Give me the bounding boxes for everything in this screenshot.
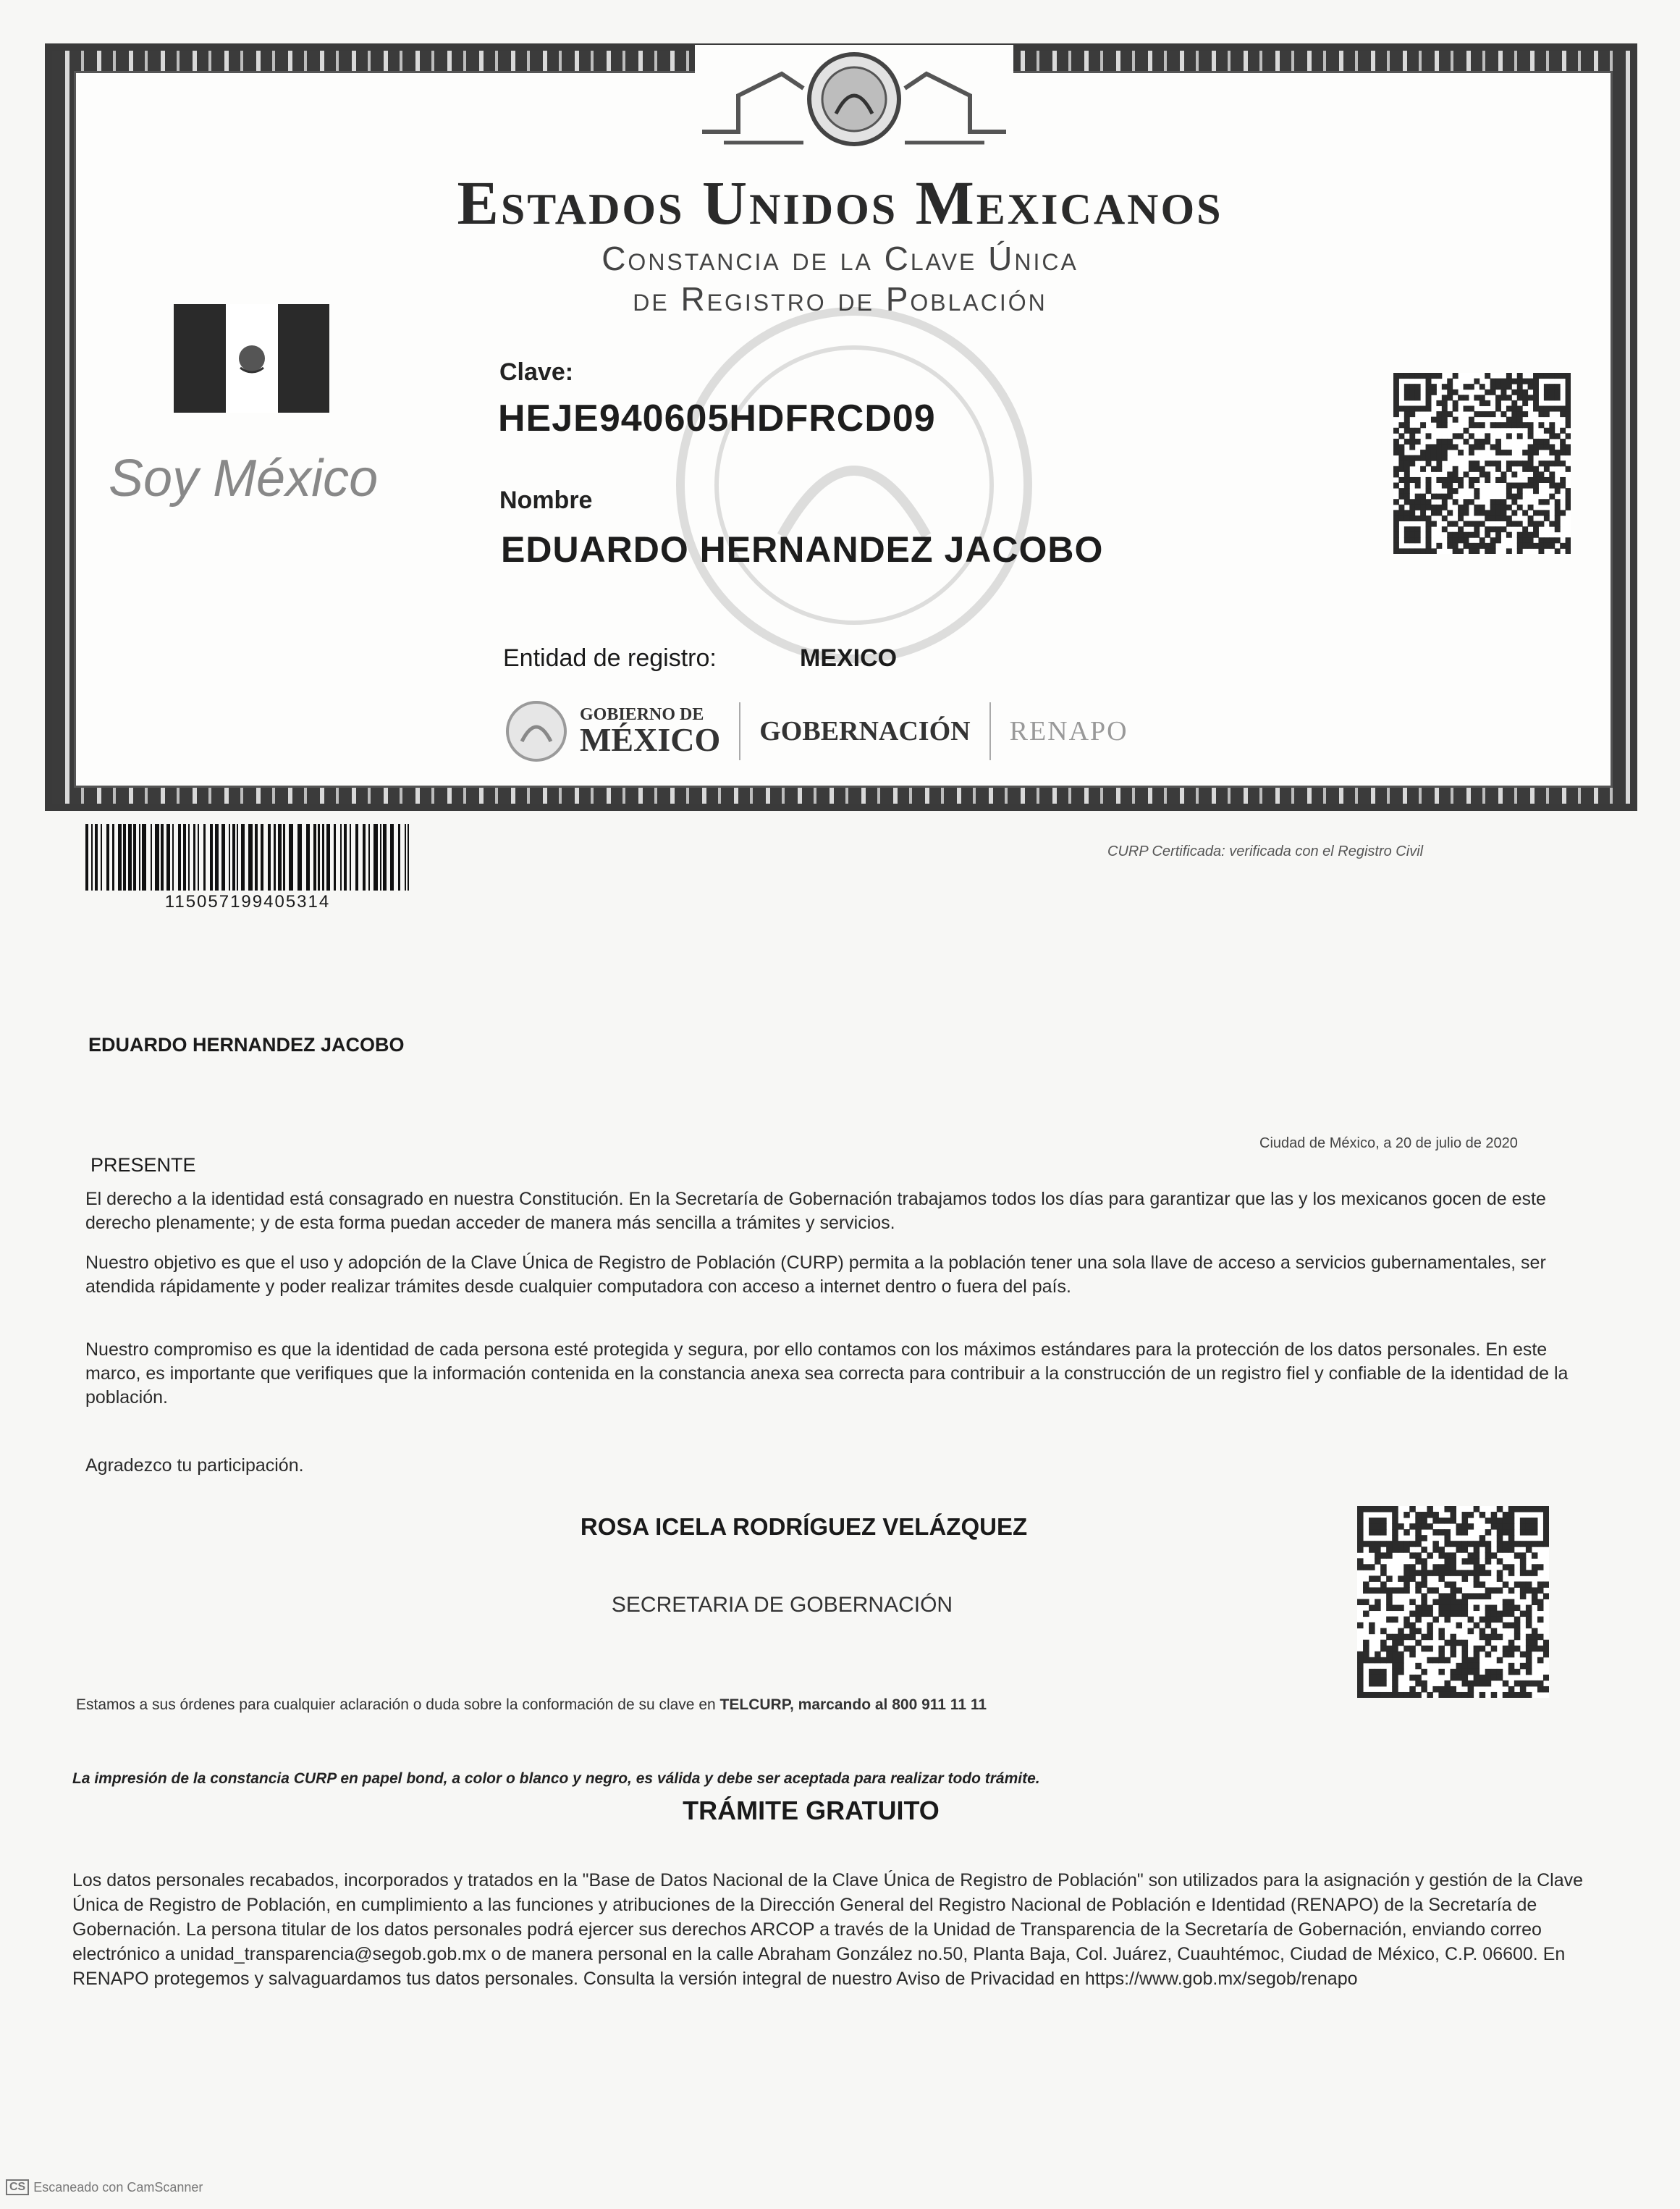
signer-role: SECRETARIA DE GOBERNACIÓN bbox=[611, 1593, 953, 1617]
camscanner-icon: CS bbox=[6, 2179, 29, 2195]
qr-code bbox=[1393, 373, 1571, 554]
letter-paragraph-3: Nuestro compromiso es que la identidad de cada persona esté protegida y segura, por ello contamos con los máximos estándares para la protección de los datos personales. En este marco, es importante que verifiques que la información contenida en la constancia anexa sea correcta para contribuir a la construcción de un registro fiel y confiable de la identidad de la población. bbox=[85, 1339, 1569, 1408]
tramite-gratuito: TRÁMITE GRATUITO bbox=[683, 1796, 940, 1825]
entidad-label: Entidad de registro: bbox=[503, 644, 717, 672]
barcode bbox=[85, 824, 410, 891]
signature-qr-code bbox=[1357, 1506, 1549, 1698]
national-seal-icon bbox=[695, 45, 1013, 153]
camscanner-mark bbox=[6, 2179, 203, 2195]
contact-line bbox=[76, 1696, 1596, 1714]
gob-line2: MÉXICO bbox=[580, 721, 721, 758]
mexico-flag-icon bbox=[174, 304, 329, 413]
government-logos bbox=[503, 691, 1128, 771]
letter-recipient: EDUARDO HERNANDEZ JACOBO bbox=[88, 1034, 405, 1056]
signer-name: ROSA ICELA RODRÍGUEZ VELÁZQUEZ bbox=[580, 1513, 1028, 1540]
letter-thanks: Agradezco tu participación. bbox=[85, 1455, 304, 1476]
soy-mexico-brand: Soy México bbox=[109, 450, 379, 508]
letter-date: Ciudad de México, a 20 de julio de 2020 bbox=[1259, 1135, 1518, 1151]
camscanner-text: Escaneado con CamScanner bbox=[33, 2179, 203, 2195]
clave-value: HEJE940605HDFRCD09 bbox=[498, 397, 936, 439]
certificate-subtitle-line1: Constancia de la Clave Única bbox=[601, 240, 1079, 277]
barcode-number: 115057199405314 bbox=[164, 892, 331, 912]
watermark-seal-icon bbox=[637, 297, 1071, 673]
contact-prefix: Estamos a sus órdenes para cualquier aclaración o duda sobre la conformación de su clave en bbox=[76, 1696, 716, 1713]
certificate-title: Estados Unidos Mexicanos bbox=[457, 168, 1223, 237]
privacy-notice: Los datos personales recabados, incorporados y tratados en la "Base de Datos Nacional de la Clave Única de Registro de Población" son utilizados para la asignación y gestión de la Clave Única de Registro de Población, en cumplimiento a las funciones y atribuciones de la Dirección General del Registro Nacional de Población e Identidad (RENAPO) de la Secretaría de Gobernación. La persona titular de los datos personales podrá ejercer sus derechos ARCOP a través de la Unidad de Transparencia de la Secretaría de Gobernación, enviando correo electrónico a unidad_transparencia@segob.gob.mx o de manera personal en la calle Abraham González no.50, Planta Baja, Col. Juárez, Cuauhtémoc, Ciudad de México, C.P. 06600. En RENAPO protegemos y salvaguardamos tus datos personales. Consulta la versión integral de nuestro Aviso de Privacidad en https://www.gob.mx/segob/renapo bbox=[72, 1870, 1584, 1989]
gobierno-mexico-logo bbox=[580, 706, 720, 757]
nombre-label: Nombre bbox=[499, 487, 593, 514]
contact-telcurp: TELCURP, marcando al 800 911 11 11 bbox=[719, 1696, 987, 1713]
entidad-value: MEXICO bbox=[800, 644, 898, 672]
logo-divider-2 bbox=[989, 702, 991, 760]
gobierno-shield-icon bbox=[503, 698, 570, 765]
gobernacion-logo: GOBERNACIÓN bbox=[759, 716, 971, 746]
validity-notice: La impresión de la constancia CURP en papel bond, a color o blanco y negro, es válida y debe ser aceptada para realizar todo trámite. bbox=[72, 1770, 1040, 1787]
nombre-value: EDUARDO HERNANDEZ JACOBO bbox=[501, 529, 1104, 570]
renapo-logo: RENAPO bbox=[1009, 716, 1128, 746]
letter-paragraph-1: El derecho a la identidad está consagrado en nuestra Constitución. En la Secretaría de Gobernación trabajamos todos los días para garantizar que las y los mexicanos gocen de este derecho plenamente; y de esta forma puedan acceder de manera más sencilla a trámites y servicios. bbox=[85, 1189, 1546, 1233]
clave-label: Clave: bbox=[499, 358, 574, 386]
logo-divider bbox=[739, 702, 740, 760]
letter-greeting: PRESENTE bbox=[90, 1154, 196, 1176]
certificate-subtitle-line2: de Registro de Población bbox=[633, 280, 1047, 318]
gob-line1: GOBIERNO DE bbox=[580, 705, 704, 724]
letter-paragraph-2: Nuestro objetivo es que el uso y adopción de la Clave Única de Registro de Población (CURP) permita a la población tener una sola llave de acceso a servicios gubernamentales, ser atendida rápidamente y poder realizar trámites desde cualquier computadora con acceso a internet dentro o fuera del país. bbox=[85, 1253, 1546, 1297]
verification-note: CURP Certificada: verificada con el Registro Civil bbox=[1107, 843, 1424, 859]
